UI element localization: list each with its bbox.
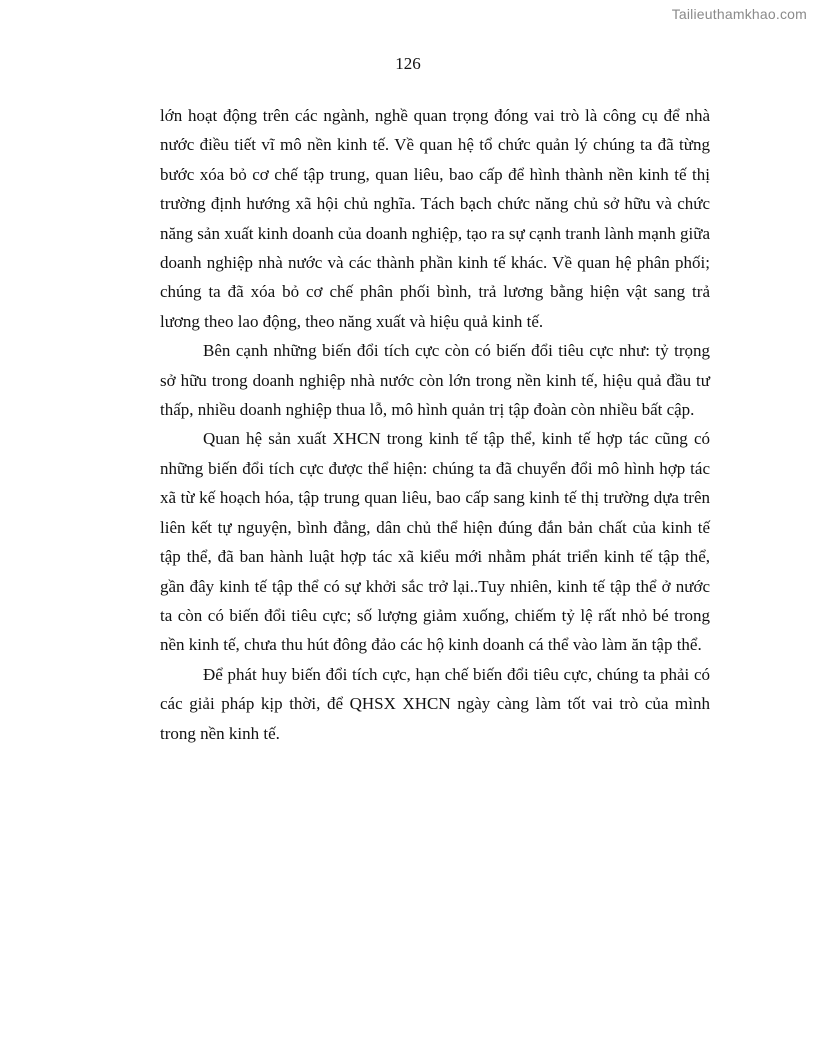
- watermark-text: Tailieuthamkhao.com: [671, 6, 807, 22]
- paragraph-3: Quan hệ sản xuất XHCN trong kinh tế tập thể, kinh tế hợp tác cũng có những biến đổi tích cực được thể hiện: chúng ta đã chuyển đổi mô hình hợp tác xã từ kế hoạch hóa, tập trung quan liêu, bao cấp sang kinh tế thị trường dựa trên liên kết tự nguyện, bình đẳng, dân chủ thể hiện đúng đắn bản chất của kinh tế tập thể, đã ban hành luật hợp tác xã kiểu mới nhằm phát triển kinh tế tập thể, gần đây kinh tế tập thể có sự khởi sắc trở lại..Tuy nhiên, kinh tế tập thể ở nước ta còn có biến đổi tiêu cực; số lượng giảm xuống, chiếm tỷ lệ rất nhỏ bé trong nền kinh tế, chưa thu hút đông đảo các hộ kinh doanh cá thể vào làm ăn tập thể.: [160, 429, 710, 655]
- paragraph-1: lớn hoạt động trên các ngành, nghề quan trọng đóng vai trò là công cụ để nhà nước điều tiết vĩ mô nền kinh tế. Về quan hệ tổ chức quản lý chúng ta đã từng bước xóa bỏ cơ chế tập trung, quan liêu, bao cấp để hình thành nền kinh tế thị trường định hướng xã hội chủ nghĩa. Tách bạch chức năng chủ sở hữu và chức năng sản xuất kinh doanh của doanh nghiệp, tạo ra sự cạnh tranh lành mạnh giữa doanh nghiệp nhà nước và các thành phần kinh tế khác. Về quan hệ phân phối; chúng ta đã xóa bỏ cơ chế phân phối bình, trả lương bằng hiện vật sang trả lương theo lao động, theo năng xuất và hiệu quả kinh tế.: [160, 106, 710, 331]
- document-body: [160, 101, 710, 748]
- paragraph-4: Để phát huy biến đổi tích cực, hạn chế biến đổi tiêu cực, chúng ta phải có các giải pháp kịp thời, để QHSX XHCN ngày càng làm tốt vai trò của mình trong nền kinh tế.: [160, 664, 710, 743]
- paragraph-2: Bên cạnh những biến đổi tích cực còn có biến đổi tiêu cực như: tỷ trọng sở hữu trong doanh nghiệp nhà nước còn lớn trong nền kinh tế, hiệu quả đầu tư thấp, nhiều doanh nghiệp thua lỗ, mô hình quản trị tập đoàn còn nhiều bất cập.: [160, 341, 710, 420]
- page-number: 126: [395, 54, 421, 73]
